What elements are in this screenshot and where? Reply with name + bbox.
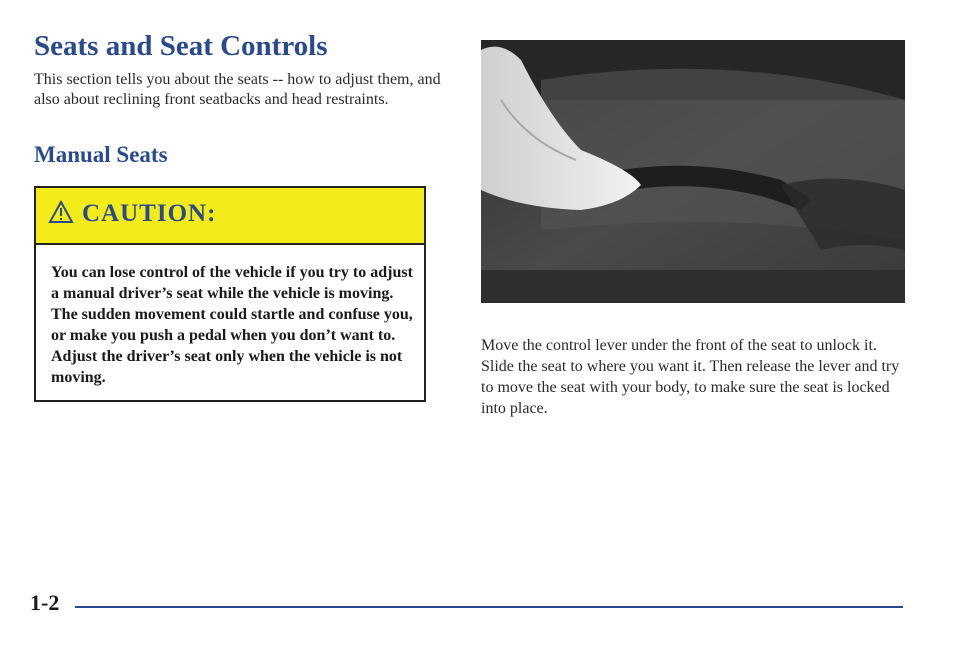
section-heading: Manual Seats [34,142,168,167]
page-title: Seats and Seat Controls [34,30,328,62]
caution-header [36,188,424,245]
caution-box [34,186,426,402]
caution-text: You can lose control of the vehicle if you try to adjust a manual driver’s seat while the vehicle is moving. The sudden movement could startle and confuse you, or make you push a pedal when you don’t want to. Adjust the driver’s seat only when the vehicle is not moving. [51,264,413,386]
warning-triangle-icon [48,200,74,224]
intro-paragraph: This section tells you about the seats -- how to adjust them, and also about reclining front seatbacks and head restraints. [34,71,441,108]
seat-lever-photo [481,40,905,303]
instruction-paragraph: Move the control lever under the front of the seat to unlock it. Slide the seat to where you want it. Then release the lever and try to move the seat with your body, to make sure the seat is locked into place. [481,337,900,417]
footer-rule [75,606,903,608]
page-number: 1-2 [30,590,60,615]
caution-label: CAUTION: [82,200,217,227]
